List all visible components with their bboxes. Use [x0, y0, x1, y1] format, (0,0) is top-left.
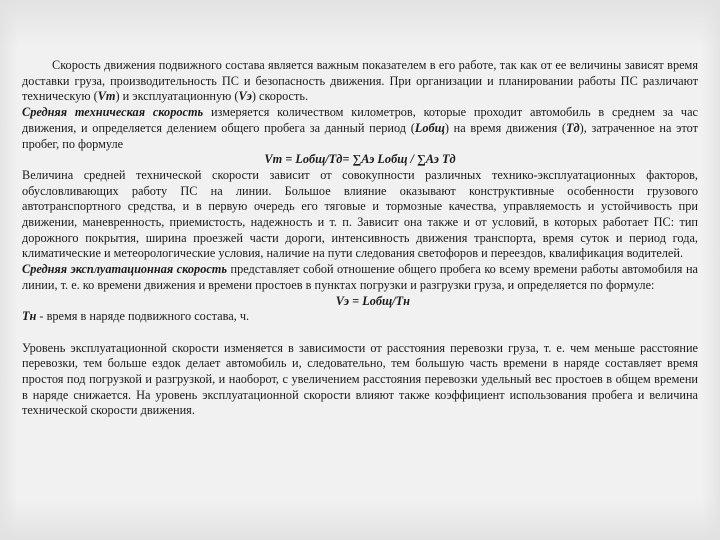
symbol-tn: Тн	[22, 309, 37, 324]
paragraph-operational-speed	[22, 262, 698, 293]
intro-text: Скорость движения подвижного состава является важным показателем в его работе, так как от ее величины зависят время доставки груза, производительность ПС и безопасность движения. При организации и планировании работы ПС различают техническую (	[22, 58, 698, 104]
intro-text-2: ) и эксплуатационную (	[115, 89, 239, 104]
paragraph-technical-speed	[22, 105, 698, 152]
term-technical-speed: Средняя техническая скорость	[22, 105, 204, 120]
symbol-vt: Vт	[97, 89, 116, 104]
technical-speed-text-2: ) на время движения (	[444, 120, 566, 135]
paragraph-operational-level: Уровень эксплуатационной скорости изменяется в зависимости от расстояния перевозки груза, т. е. чем меньше расстояние перевозки, тем больше ездок делает автомобиль и, следовательно, тем большую часть времени в наряде составляет время простоя под погрузкой и разгрузкой, и наоборот, с увеличением расстояния перевозки удельный вес простоев в общем времени в наряде снижается. На уровень эксплуатационной скорости влияют также коэффициент использования пробега и величина технической скорости движения.	[22, 340, 698, 418]
formula-operational-speed: Vэ = Lобщ/Тн	[335, 293, 410, 308]
paragraph-factors: Величина средней технической скорости зависит от совокупности различных технико-эксплуатационных факторов, обусловливающих работу ПС на линии. Большое влияние оказывают конструктивные особенности грузового автотранспортного средства, и в первую очередь его тяговые и тормозные качества, управляемость и устойчивость при движении, маневренность, приемистость, надежность и т. п. Зависит она также и от условий, в которых работает ПС: тип дорожного покрытия, ширина проезжей части дороги, интенсивность движения транспорта, время суток и период года, климатические и метеорологические условия, наличие на пути следования светофоров и переездов, квалификация водителей.	[22, 167, 698, 261]
term-operational-speed: Средняя эксплуатационная скорость	[22, 262, 227, 277]
paragraph-tn-definition	[22, 309, 698, 325]
document-text	[22, 58, 698, 419]
symbol-lobsh: Lобщ	[414, 120, 445, 135]
paragraph-spacer	[22, 325, 698, 341]
intro-text-3: ) скорость.	[251, 89, 309, 104]
technical-speed-text-3: ), затраченное на этот пробег, по формуле	[22, 120, 698, 151]
formula-technical-speed: Vт = Lобщ/Tд= ∑Аэ Lобщ / ∑Аэ Тд	[264, 152, 456, 167]
tn-definition-text: - время в наряде подвижного состава, ч.	[36, 309, 250, 324]
operational-speed-text: представляет собой отношение общего пробега ко всему времени работы автомобиля на линии, т. е. ко времени движения и времени простоев в пунктах погрузки и разгрузки груза, и определяется по формуле:	[22, 262, 698, 292]
technical-speed-text: измеряется количеством километров, которые проходит автомобиль в среднем за час движения, и определяется делением общего пробега за данный период (	[22, 105, 698, 135]
symbol-td: Tд	[566, 120, 580, 135]
paragraph-intro	[22, 58, 698, 105]
symbol-ve: Vэ	[238, 89, 252, 104]
